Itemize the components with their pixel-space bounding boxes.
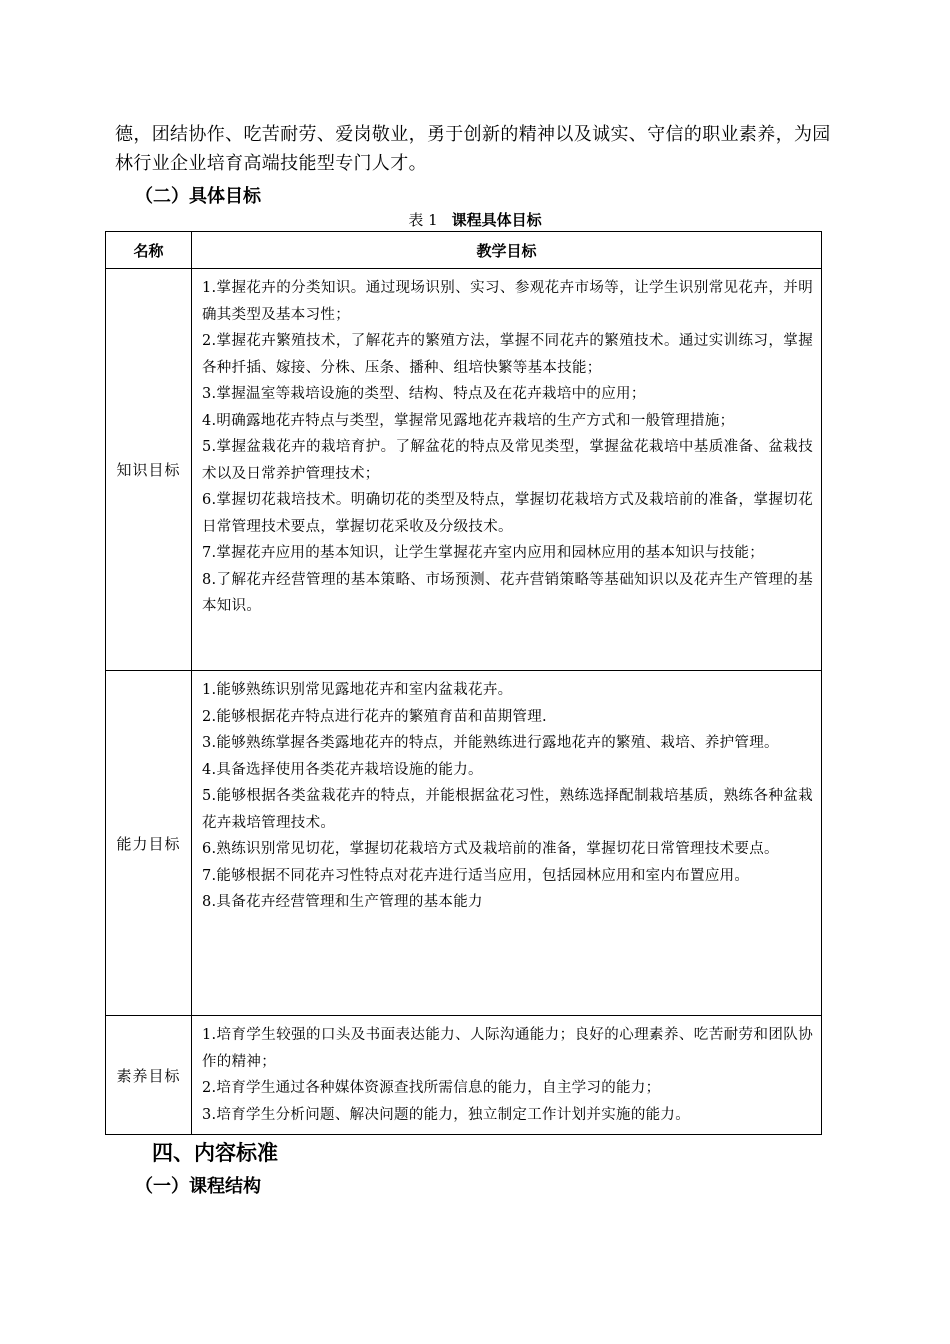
table-row-quality bbox=[106, 1016, 822, 1135]
goal-item: 4.明确露地花卉特点与类型，掌握常见露地花卉栽培的生产方式和一般管理措施； bbox=[202, 412, 735, 429]
goal-item: 4.具备选择使用各类花卉栽培设施的能力。 bbox=[202, 761, 483, 778]
goal-item: 7.能够根据不同花卉习性特点对花卉进行适当应用，包括园林应用和室内布置应用。 bbox=[202, 867, 750, 884]
goal-item: 7.掌握花卉应用的基本知识，让学生掌握花卉室内应用和园林应用的基本知识与技能； bbox=[202, 545, 765, 561]
goal-item: 3.培育学生分析问题、解决问题的能力，独立制定工作计划并实施的能力。 bbox=[202, 1106, 691, 1123]
subheading-specific-goals: （二）具体目标 bbox=[135, 186, 261, 207]
category-quality: 素养目标 bbox=[106, 1016, 192, 1135]
header-goals: 教学目标 bbox=[192, 232, 822, 269]
goal-item: 5.能够根据各类盆栽花卉的特点，并能根据盆花习性，熟练选择配制栽培基质，熟练各种盆栽花卉栽培管理技术。 bbox=[202, 788, 813, 831]
goal-item: 3.能够熟练掌握各类露地花卉的特点，并能熟练进行露地花卉的繁殖、栽培、养护管理。 bbox=[202, 735, 779, 751]
goal-item: 1.掌握花卉的分类知识。通过现场识别、实习、参观花卉市场等，让学生识别常见花卉，并明确其类型及基本习性； bbox=[202, 280, 813, 323]
goal-item: 6.掌握切花栽培技术。明确切花的类型及特点，掌握切花栽培方式及栽培前的准备，掌握切花日常管理技术要点，掌握切花采收及分级技术。 bbox=[202, 492, 813, 535]
category-knowledge: 知识目标 bbox=[106, 269, 192, 671]
table-row-ability bbox=[106, 671, 822, 1016]
goal-item: 1.培育学生较强的口头及书面表达能力、人际沟通能力；良好的心理素养、吃苦耐劳和团队协作的精神； bbox=[202, 1027, 813, 1070]
goal-item: 1.能够熟练识别常见露地花卉和室内盆栽花卉。 bbox=[202, 682, 513, 698]
goal-item: 2.培育学生通过各种媒体资源查找所需信息的能力，自主学习的能力； bbox=[202, 1080, 661, 1096]
knowledge-goals bbox=[192, 269, 822, 671]
table-caption-title: 课程具体目标 bbox=[451, 211, 542, 229]
course-goals-table bbox=[105, 231, 822, 1135]
goal-item: 2.能够根据花卉特点进行花卉的繁殖育苗和苗期管理. bbox=[202, 708, 547, 725]
goal-item: 2.掌握花卉繁殖技术，了解花卉的繁殖方法，掌握不同花卉的繁殖技术。通过实训练习，掌握各种扦插、嫁接、分株、压条、播种、组培快繁等基本技能； bbox=[202, 333, 813, 376]
table-header-row bbox=[106, 232, 822, 269]
category-ability: 能力目标 bbox=[106, 671, 192, 1016]
goal-item: 6.熟练识别常见切花，掌握切花栽培方式及栽培前的准备，掌握切花日常管理技术要点。 bbox=[202, 841, 779, 857]
ability-goals bbox=[192, 671, 822, 1016]
intro-paragraph: 德，团结协作、吃苦耐劳、爱岗敬业，勇于创新的精神以及诚实、守信的职业素养，为园林行业企业培育高端技能型专门人才。 bbox=[115, 124, 831, 174]
section-heading-content-standards: 四、内容标准 bbox=[152, 1141, 278, 1165]
header-name: 名称 bbox=[106, 232, 192, 269]
goal-item: 3.掌握温室等栽培设施的类型、结构、特点及在花卉栽培中的应用； bbox=[202, 386, 646, 402]
subheading-course-structure: （一）课程结构 bbox=[135, 1176, 261, 1197]
quality-goals bbox=[192, 1016, 822, 1135]
table-caption-label: 表 1 bbox=[408, 211, 438, 229]
goal-item: 5.掌握盆栽花卉的栽培育护。了解盆花的特点及常见类型，掌握盆花栽培中基质准备、盆栽技术以及日常养护管理技术； bbox=[202, 439, 813, 482]
table-row-knowledge bbox=[106, 269, 822, 671]
goal-item: 8.具备花卉经营管理和生产管理的基本能力 bbox=[202, 894, 483, 910]
table-caption bbox=[0, 209, 950, 230]
goal-item: 8.了解花卉经营管理的基本策略、市场预测、花卉营销策略等基础知识以及花卉生产管理的基本知识。 bbox=[202, 571, 813, 614]
